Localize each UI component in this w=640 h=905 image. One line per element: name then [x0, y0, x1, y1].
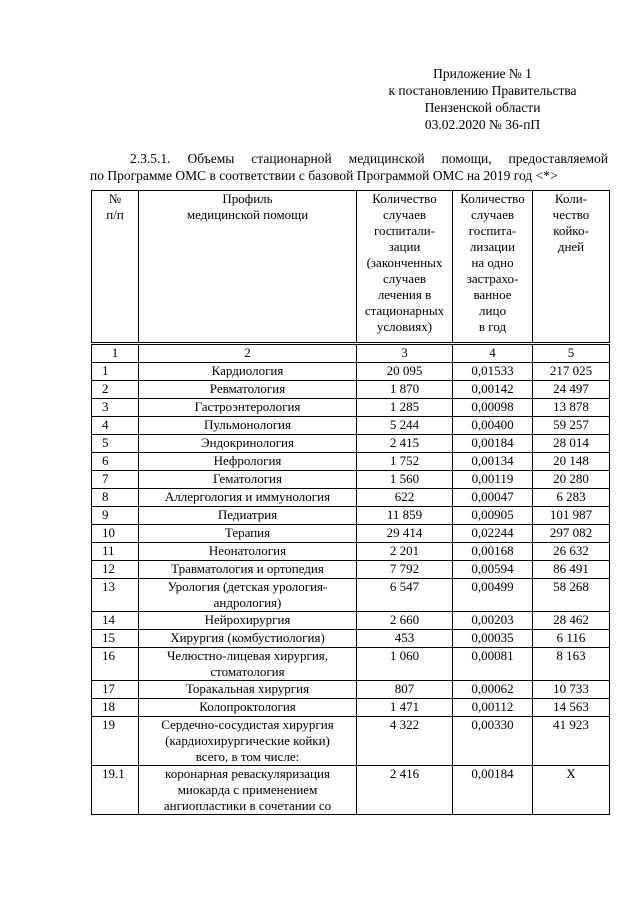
profile-text-line: Пульмонология: [203, 417, 291, 432]
row-cases: 29 414: [357, 525, 453, 543]
row-number: 3: [92, 399, 139, 417]
profile-text-line: коронарная реваскуляризация: [165, 766, 330, 781]
row-rate: 0,00168: [453, 543, 533, 561]
column-number: 4: [453, 344, 533, 363]
row-profile: [139, 543, 357, 561]
row-number: 1: [92, 363, 139, 381]
table-row: [92, 612, 610, 630]
profile-text-line: андрология): [213, 595, 282, 610]
row-profile: [139, 681, 357, 699]
row-cases: 1 870: [357, 381, 453, 399]
row-profile: [139, 363, 357, 381]
row-cases: 1 752: [357, 453, 453, 471]
header-number: [92, 191, 139, 344]
profile-text-line: Гастроэнтерология: [194, 399, 301, 414]
row-bed-days: 58 268: [533, 579, 610, 612]
header-text-line: госпитали-: [373, 223, 435, 238]
table-row: [92, 579, 610, 612]
table-row: [92, 717, 610, 766]
column-number-row: [92, 344, 610, 363]
appendix-date-number: 03.02.2020 № 36-пП: [424, 117, 541, 132]
header-text-line: лизации: [469, 239, 516, 254]
row-number: 5: [92, 435, 139, 453]
row-profile: [139, 699, 357, 717]
header-text-line: п/п: [106, 207, 124, 222]
row-number: 19: [92, 717, 139, 766]
header-text-line: случаев: [383, 271, 426, 286]
row-rate: 0,00098: [453, 399, 533, 417]
profile-text-line: Сердечно-сосудистая хирургия: [161, 717, 334, 732]
row-cases: 6 547: [357, 579, 453, 612]
row-profile: [139, 489, 357, 507]
table-row: [92, 417, 610, 435]
header-rate: [453, 191, 533, 344]
profile-text-line: Нейрохирургия: [204, 612, 291, 627]
table-row: [92, 489, 610, 507]
profile-text-line: Кардиология: [211, 363, 284, 378]
row-profile: [139, 648, 357, 681]
row-profile: [139, 381, 357, 399]
row-profile: [139, 525, 357, 543]
row-bed-days: 28 462: [533, 612, 610, 630]
header-text-line: Количество: [460, 191, 525, 206]
section-title-line-1: 2.3.5.1. Объемы стационарной медицинской помощи, предоставляемой: [130, 151, 608, 166]
row-bed-days: 101 987: [533, 507, 610, 525]
row-cases: 1 471: [357, 699, 453, 717]
appendix-number: Приложение № 1: [433, 66, 532, 81]
row-profile: [139, 579, 357, 612]
table-row: [92, 561, 610, 579]
table-row: [92, 435, 610, 453]
row-rate: 0,00400: [453, 417, 533, 435]
row-rate: 0,00499: [453, 579, 533, 612]
document-header: [360, 65, 605, 133]
header-text-line: условиях): [376, 319, 433, 334]
table-row: [92, 699, 610, 717]
section-title-line-2: по Программе ОМС в соответствии с базовой Программой ОМС на 2019 год <*>: [90, 168, 558, 183]
table-row: [92, 381, 610, 399]
appendix-reference: к постановлению Правительства: [388, 83, 577, 98]
row-number: 18: [92, 699, 139, 717]
row-cases: 807: [357, 681, 453, 699]
header-text-line: лечения в: [377, 287, 432, 302]
header-text-line: дней: [557, 239, 585, 254]
volumes-table: [91, 190, 610, 815]
row-bed-days: 20 148: [533, 453, 610, 471]
table-body: [92, 344, 610, 815]
row-cases: 1 060: [357, 648, 453, 681]
header-text-line: ванное: [473, 287, 512, 302]
row-profile: [139, 507, 357, 525]
appendix-region: Пензенской области: [424, 100, 541, 115]
row-number: 12: [92, 561, 139, 579]
row-rate: 0,00184: [453, 435, 533, 453]
header-text-line: случаев: [383, 207, 426, 222]
row-bed-days: Х: [533, 766, 610, 815]
table-header-row: [92, 191, 610, 344]
profile-text-line: Аллергология и иммунология: [164, 489, 331, 504]
row-bed-days: 8 163: [533, 648, 610, 681]
table-row: [92, 543, 610, 561]
row-bed-days: 59 257: [533, 417, 610, 435]
profile-text-line: Хирургия (комбустиология): [170, 630, 325, 645]
row-number: 7: [92, 471, 139, 489]
row-bed-days: 24 497: [533, 381, 610, 399]
table-row: [92, 399, 610, 417]
table-row: [92, 453, 610, 471]
profile-text-line: Торакальная хирургия: [185, 681, 310, 696]
row-rate: 0,00142: [453, 381, 533, 399]
header-text-line: застрахо-: [466, 271, 519, 286]
row-cases: 2 416: [357, 766, 453, 815]
row-bed-days: 13 878: [533, 399, 610, 417]
row-cases: 1 285: [357, 399, 453, 417]
header-profile: [139, 191, 357, 344]
header-text-line: Профиль: [222, 191, 273, 206]
table-row: [92, 766, 610, 815]
profile-text-line: Урология (детская урология-: [167, 579, 328, 594]
row-rate: 0,00134: [453, 453, 533, 471]
row-number: 2: [92, 381, 139, 399]
header-text-line: Коли-: [554, 191, 588, 206]
profile-text-line: стоматология: [210, 664, 285, 679]
row-cases: 2 201: [357, 543, 453, 561]
row-bed-days: 6 116: [533, 630, 610, 648]
row-bed-days: 28 014: [533, 435, 610, 453]
section-title: [90, 150, 608, 184]
row-profile: [139, 471, 357, 489]
header-text-line: случаев: [471, 207, 514, 222]
row-number: 8: [92, 489, 139, 507]
row-profile: [139, 612, 357, 630]
row-number: 6: [92, 453, 139, 471]
column-number: 3: [357, 344, 453, 363]
profile-text-line: Травматология и ортопедия: [171, 561, 324, 576]
header-text-line: на одно: [471, 255, 514, 270]
header-text-line: зации: [388, 239, 421, 254]
row-number: 13: [92, 579, 139, 612]
row-rate: 0,00905: [453, 507, 533, 525]
profile-text-line: Педиатрия: [217, 507, 278, 522]
row-number: 14: [92, 612, 139, 630]
profile-text-line: Челюстно-лицевая хирургия,: [166, 648, 329, 663]
profile-text-line: всего, в том числе:: [195, 749, 300, 764]
row-cases: 5 244: [357, 417, 453, 435]
row-cases: 1 560: [357, 471, 453, 489]
row-rate: 0,00119: [453, 471, 533, 489]
row-number: 10: [92, 525, 139, 543]
header-bed-days: [533, 191, 610, 344]
row-rate: 0,00081: [453, 648, 533, 681]
column-number: 5: [533, 344, 610, 363]
row-cases: 622: [357, 489, 453, 507]
row-cases: 11 859: [357, 507, 453, 525]
row-bed-days: 14 563: [533, 699, 610, 717]
row-rate: 0,00062: [453, 681, 533, 699]
row-cases: 7 792: [357, 561, 453, 579]
profile-text-line: Эндокринология: [201, 435, 294, 450]
row-bed-days: 86 491: [533, 561, 610, 579]
row-profile: [139, 453, 357, 471]
row-rate: 0,00203: [453, 612, 533, 630]
row-bed-days: 41 923: [533, 717, 610, 766]
profile-text-line: миокарда с применением: [177, 782, 318, 797]
column-number: 1: [92, 344, 139, 363]
row-profile: [139, 766, 357, 815]
header-cases: [357, 191, 453, 344]
profile-text-line: Ревматология: [209, 381, 286, 396]
row-bed-days: 26 632: [533, 543, 610, 561]
row-rate: 0,00184: [453, 766, 533, 815]
row-rate: 0,01533: [453, 363, 533, 381]
row-cases: 453: [357, 630, 453, 648]
row-rate: 0,02244: [453, 525, 533, 543]
row-number: 9: [92, 507, 139, 525]
table-row: [92, 648, 610, 681]
row-profile: [139, 435, 357, 453]
row-bed-days: 20 280: [533, 471, 610, 489]
row-number: 19.1: [92, 766, 139, 815]
row-rate: 0,00047: [453, 489, 533, 507]
row-rate: 0,00035: [453, 630, 533, 648]
row-cases: 20 095: [357, 363, 453, 381]
table-row: [92, 525, 610, 543]
header-text-line: лицо: [479, 303, 506, 318]
table-row: [92, 471, 610, 489]
table-row: [92, 507, 610, 525]
profile-text-line: ангиопластики в сочетании со: [163, 798, 332, 813]
header-text-line: (законченных: [366, 255, 443, 270]
row-number: 15: [92, 630, 139, 648]
table-row: [92, 363, 610, 381]
row-rate: 0,00330: [453, 717, 533, 766]
row-cases: 2 415: [357, 435, 453, 453]
header-text-line: №: [108, 191, 122, 206]
row-profile: [139, 561, 357, 579]
profile-text-line: Неонатология: [208, 543, 287, 558]
header-text-line: стационарных: [364, 303, 445, 318]
header-text-line: в год: [478, 319, 507, 334]
row-rate: 0,00594: [453, 561, 533, 579]
row-number: 11: [92, 543, 139, 561]
row-cases: 4 322: [357, 717, 453, 766]
profile-text-line: Нефрология: [213, 453, 282, 468]
table-row: [92, 681, 610, 699]
row-rate: 0,00112: [453, 699, 533, 717]
table-row: [92, 630, 610, 648]
row-bed-days: 297 082: [533, 525, 610, 543]
row-bed-days: 10 733: [533, 681, 610, 699]
profile-text-line: (кардиохирургические койки): [165, 733, 330, 748]
header-text-line: госпита-: [468, 223, 517, 238]
column-number: 2: [139, 344, 357, 363]
header-text-line: койко-: [553, 223, 589, 238]
header-text-line: медицинской помощи: [186, 207, 309, 222]
row-bed-days: 6 283: [533, 489, 610, 507]
profile-text-line: Гематология: [213, 471, 282, 486]
row-number: 17: [92, 681, 139, 699]
row-profile: [139, 417, 357, 435]
row-profile: [139, 399, 357, 417]
row-cases: 2 660: [357, 612, 453, 630]
row-profile: [139, 717, 357, 766]
header-text-line: Количество: [372, 191, 437, 206]
row-profile: [139, 630, 357, 648]
profile-text-line: Терапия: [224, 525, 271, 540]
row-bed-days: 217 025: [533, 363, 610, 381]
row-number: 16: [92, 648, 139, 681]
header-text-line: чество: [552, 207, 590, 222]
row-number: 4: [92, 417, 139, 435]
profile-text-line: Колопроктология: [199, 699, 296, 714]
